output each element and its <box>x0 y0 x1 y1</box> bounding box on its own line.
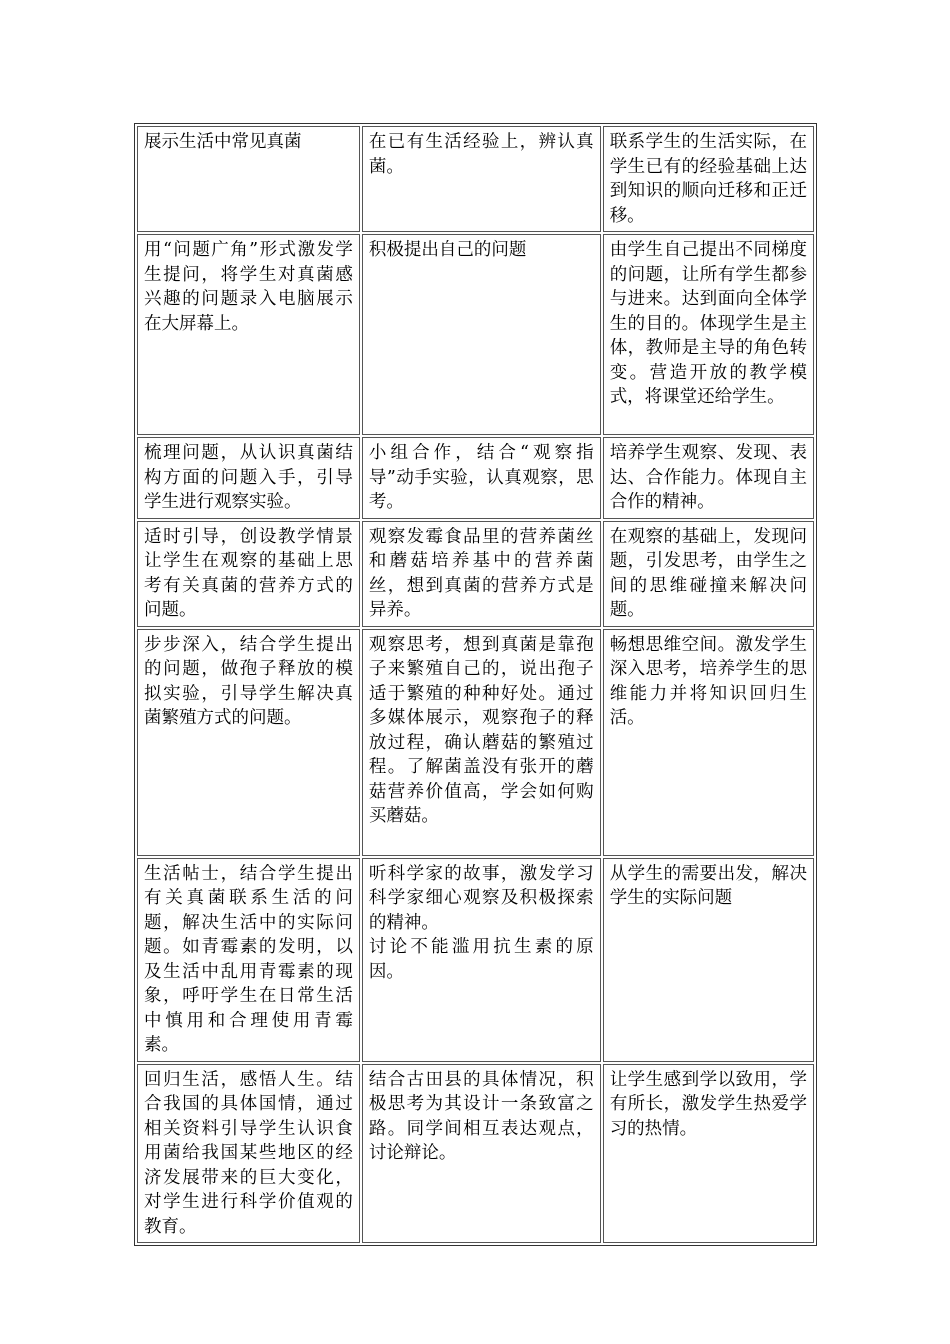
teacher-activity-cell <box>137 126 360 232</box>
table-row <box>137 629 814 856</box>
teacher-activity-cell <box>137 234 360 435</box>
table-row <box>137 521 814 627</box>
cell-text: 适时引导，创设教学情景让学生在观察的基础上思考有关真菌的营养方式的问题。 <box>144 526 353 620</box>
student-activity-cell <box>362 126 601 232</box>
design-intent-cell <box>603 1064 814 1244</box>
cell-text: 在观察的基础上，发现问题，引发思考，由学生之间的思维碰撞来解决问题。 <box>609 526 807 620</box>
design-intent-cell <box>603 629 814 856</box>
student-activity-cell <box>362 521 601 627</box>
teacher-activity-cell <box>137 437 360 519</box>
cell-text: 由学生自己提出不同梯度的问题，让所有学生都参与进来。达到面向全体学生的目的。体现学生是主体，教师是主导的角色转变。营造开放的教学模式，将课堂还给学生。 <box>609 240 807 407</box>
cell-text: 联系学生的生活实际，在学生已有的经验基础上达到知识的顺向迁移和正迁移。 <box>609 132 807 226</box>
lesson-plan-table <box>134 123 817 1246</box>
cell-text: 听科学家的故事，激发学习科学家细心观察及积极探索的精神。 <box>368 863 594 933</box>
design-intent-cell <box>603 234 814 435</box>
design-intent-cell <box>603 126 814 232</box>
cell-text: 生活帖士，结合学生提出有关真菌联系生活的问题，解决生活中的实际问题。如青霉素的发明，以及生活中乱用青霉素的现象，呼吁学生在日常生活中慎用和合理使用青霉素。 <box>144 863 353 1055</box>
cell-text: 回归生活，感悟人生。结合我国的具体国情，通过相关资料引导学生认识食用菌给我国某些地区的经济发展带来的巨大变化，对学生进行科学价值观的教育。 <box>144 1069 353 1237</box>
student-activity-cell <box>362 629 601 856</box>
design-intent-cell <box>603 858 814 1062</box>
student-activity-cell <box>362 234 601 435</box>
student-activity-cell <box>362 1064 601 1244</box>
cell-text: 步步深入，结合学生提出的问题，做孢子释放的模拟实验，引导学生解决真菌繁殖方式的问题。 <box>144 634 353 728</box>
student-activity-cell <box>362 437 601 519</box>
design-intent-cell <box>603 437 814 519</box>
teacher-activity-cell <box>137 858 360 1062</box>
cell-text: 梳理问题，从认识真菌结构方面的问题入手，引导学生进行观察实验。 <box>144 443 353 512</box>
cell-text: 畅想思维空间。激发学生深入思考，培养学生的思维能力并将知识回归生活。 <box>609 634 807 728</box>
cell-text: 结合古田县的具体情况，积极思考为其设计一条致富之路。同学间相互表达观点，讨论辩论。 <box>368 1069 594 1163</box>
cell-text: 从学生的需要出发，解决学生的实际问题 <box>609 863 807 908</box>
table-row <box>137 126 814 232</box>
table-row <box>137 234 814 435</box>
cell-text: 让学生感到学以致用，学有所长，激发学生热爱学习的热情。 <box>609 1069 807 1139</box>
table-row <box>137 858 814 1062</box>
table-row <box>137 1064 814 1244</box>
cell-text: 讨论不能滥用抗生素的原因。 <box>368 937 594 982</box>
cell-text: 展示生活中常见真菌 <box>144 132 302 152</box>
cell-text: 在已有生活经验上，辨认真菌。 <box>368 132 594 177</box>
cell-text: 积极提出自己的问题 <box>368 240 527 260</box>
teacher-activity-cell <box>137 1064 360 1244</box>
cell-text: 观察思考，想到真菌是靠孢子来繁殖自己的，说出孢子适于繁殖的种种好处。通过多媒体展示，观察孢子的释放过程，确认蘑菇的繁殖过程。了解菌盖没有张开的蘑菇营养价值高，学会如何购买蘑菇。 <box>368 634 594 826</box>
table-row <box>137 437 814 519</box>
student-activity-cell <box>362 858 601 1062</box>
teacher-activity-cell <box>137 521 360 627</box>
design-intent-cell <box>603 521 814 627</box>
cell-text: 观察发霉食品里的营养菌丝和蘑菇培养基中的营养菌丝，想到真菌的营养方式是异养。 <box>368 526 594 620</box>
cell-text: 小组合作，结合“观察指导”动手实验，认真观察，思考。 <box>368 443 594 512</box>
cell-text: 培养学生观察、发现、表达、合作能力。体现自主合作的精神。 <box>609 443 807 512</box>
cell-text: 用“问题广角”形式激发学生提问，将学生对真菌感兴趣的问题录入电脑展示在大屏幕上。 <box>144 240 353 334</box>
teacher-activity-cell <box>137 629 360 856</box>
